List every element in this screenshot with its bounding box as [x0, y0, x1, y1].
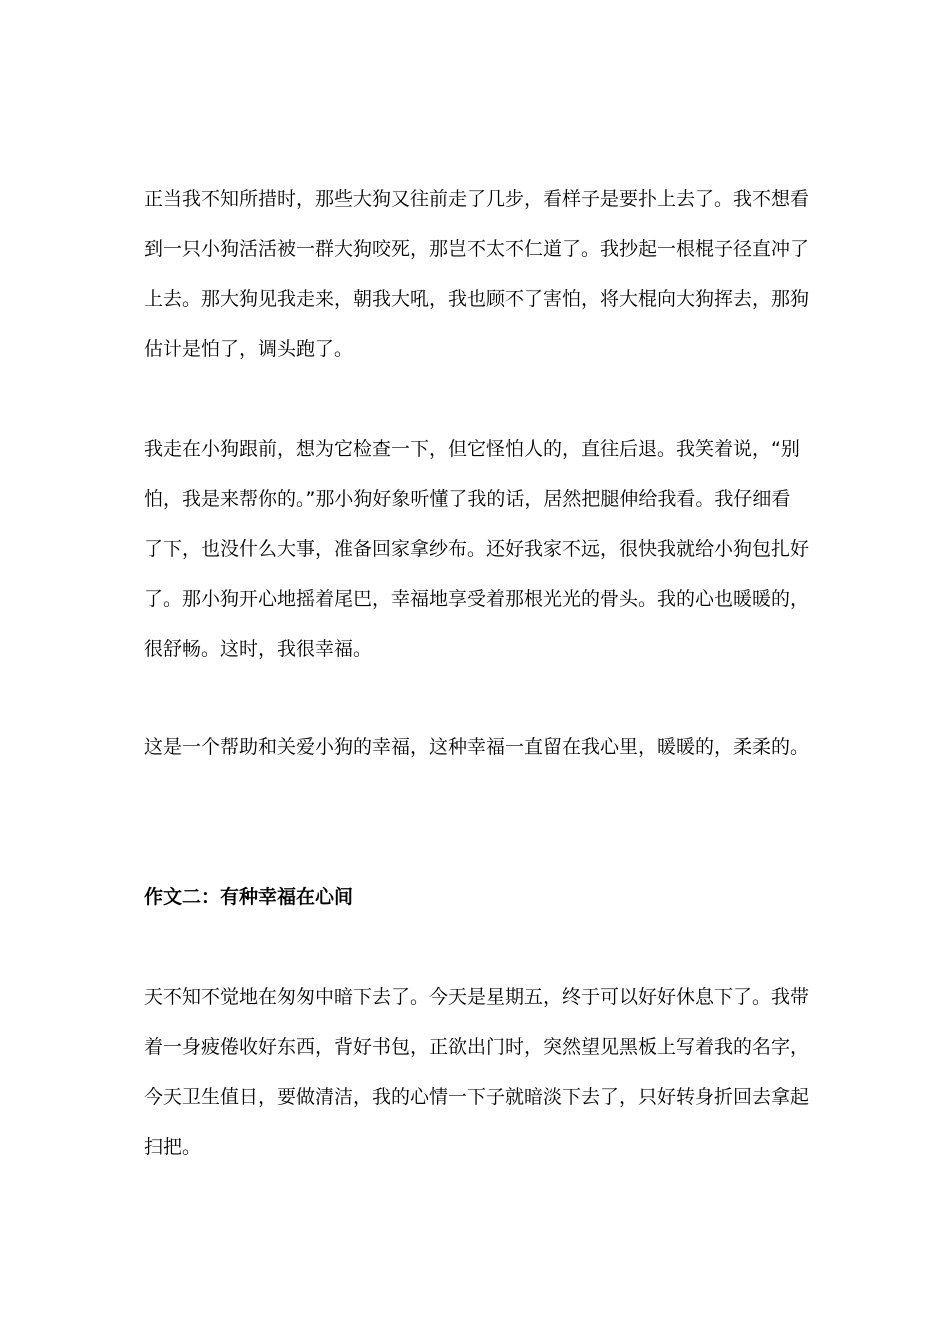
paragraph-help-puppy: 我走在小狗跟前，想为它检查一下，但它怪怕人的，直往后退。我笑着说，“别怕，我是来帮你的。”那小狗好象听懂了我的话，居然把腿伸给我看。我仔细看了下，也没什么大事，准备回家拿纱布。还好我家不远，很快我就给小狗包扎好了。那小狗开心地摇着尾巴，幸福地享受着那根光光的骨头。我的心也暖暖的，很舒畅。这时，我很幸福。: [144, 438, 810, 660]
paragraph-friday-evening: 天不知不觉地在匆匆中暗下去了。今天是星期五，终于可以好好休息下了。我带着一身疲倦收好东西，背好书包，正欲出门时，突然望见黑板上写着我的名字，今天卫生值日，要做清洁，我的心情一下子就暗淡下去了，只好转身折回去拿起扫把。: [144, 986, 810, 1158]
paragraph-happiness-summary: 这是一个帮助和关爱小狗的幸福，这种幸福一直留在我心里，暖暖的，柔柔的。: [144, 736, 810, 758]
essay-two-heading: 作文二：有种幸福在心间: [144, 886, 354, 908]
paragraph-rescue-dog: 正当我不知所措时，那些大狗又往前走了几步，看样子是要扑上去了。我不想看到一只小狗活活被一群大狗咬死，那岂不太不仁道了。我抄起一根棍子径直冲了上去。那大狗见我走来，朝我大吼，我也顾不了害怕，将大棍向大狗挥去，那狗估计是怕了，调头跑了。: [144, 188, 810, 360]
